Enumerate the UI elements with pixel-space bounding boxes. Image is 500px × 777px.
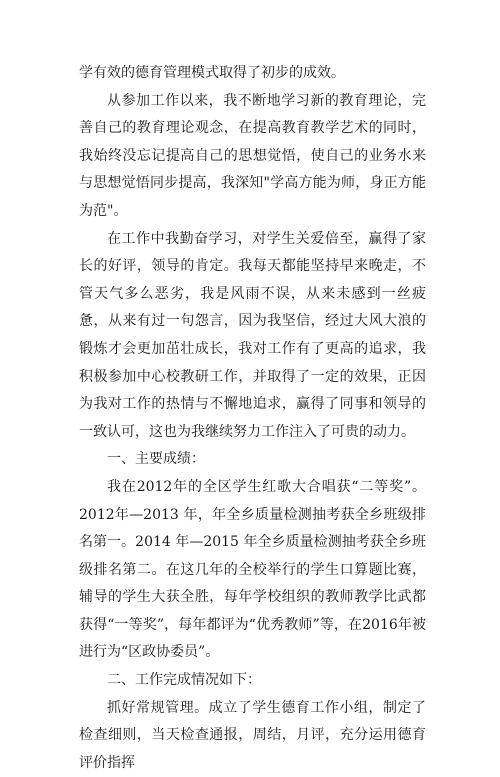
section-heading-work-status: 二、工作完成情况如下： <box>107 672 261 689</box>
paragraph-routine-management: 抓好常规管理。成立了学生德育工作小组，制定了检查细则，当天检查通报，周结，月评，充分运用德育评价指挥 <box>79 699 426 771</box>
paragraph-study: 从参加工作以来，我不断地学习新的教育理论，完善自己的教育理论观念，在提高教育教学艺术的同时，我始终没忘记提高自己的思想觉悟，使自己的业务水来与思想觉悟同步提高，我深知"学高方能为师，身正方能为范"。 <box>79 92 426 219</box>
section-heading-achievements: 一、主要成绩： <box>107 451 205 468</box>
paragraph-continuation: 学有效的德育管理模式取得了初步的成效。 <box>79 65 345 81</box>
paragraph-work: 在工作中我勤奋学习，对学生关爱倍至，赢得了家长的好评，领导的肯定。我每天都能坚持早来晚走，不管天气多么恶劣，我是风雨不误，从来未感到一丝疲惫，从来有过一句怨言，因为我坚信，经过大风大浪的锻炼才会更加茁壮成长，我对工作有了更高的追求，我积极参加中心校教研工作，并取得了一定的效果，正因为我对工作的热情与不懈地追求，赢得了同事和领导的一致认可，这也为我继续努力工作注入了可贵的动力。 <box>79 230 426 440</box>
document-body <box>79 60 426 777</box>
paragraph-achievements: 我在2012年的全区学生红歌大合唱获“二等奖”。2012年—2013 年，年全乡质量检测抽考获全乡班级排名第一。2014 年—2015 年全乡质量检测抽考获全乡班级排名第二。在这几年的全校举行的学生口算题比赛，辅导的学生大获全胜，每年学校组织的教师教学比武都获得“一等奖”，每年都评为“优秀教师”等，在2016年被进行为“区政协委员”。 <box>79 478 426 661</box>
